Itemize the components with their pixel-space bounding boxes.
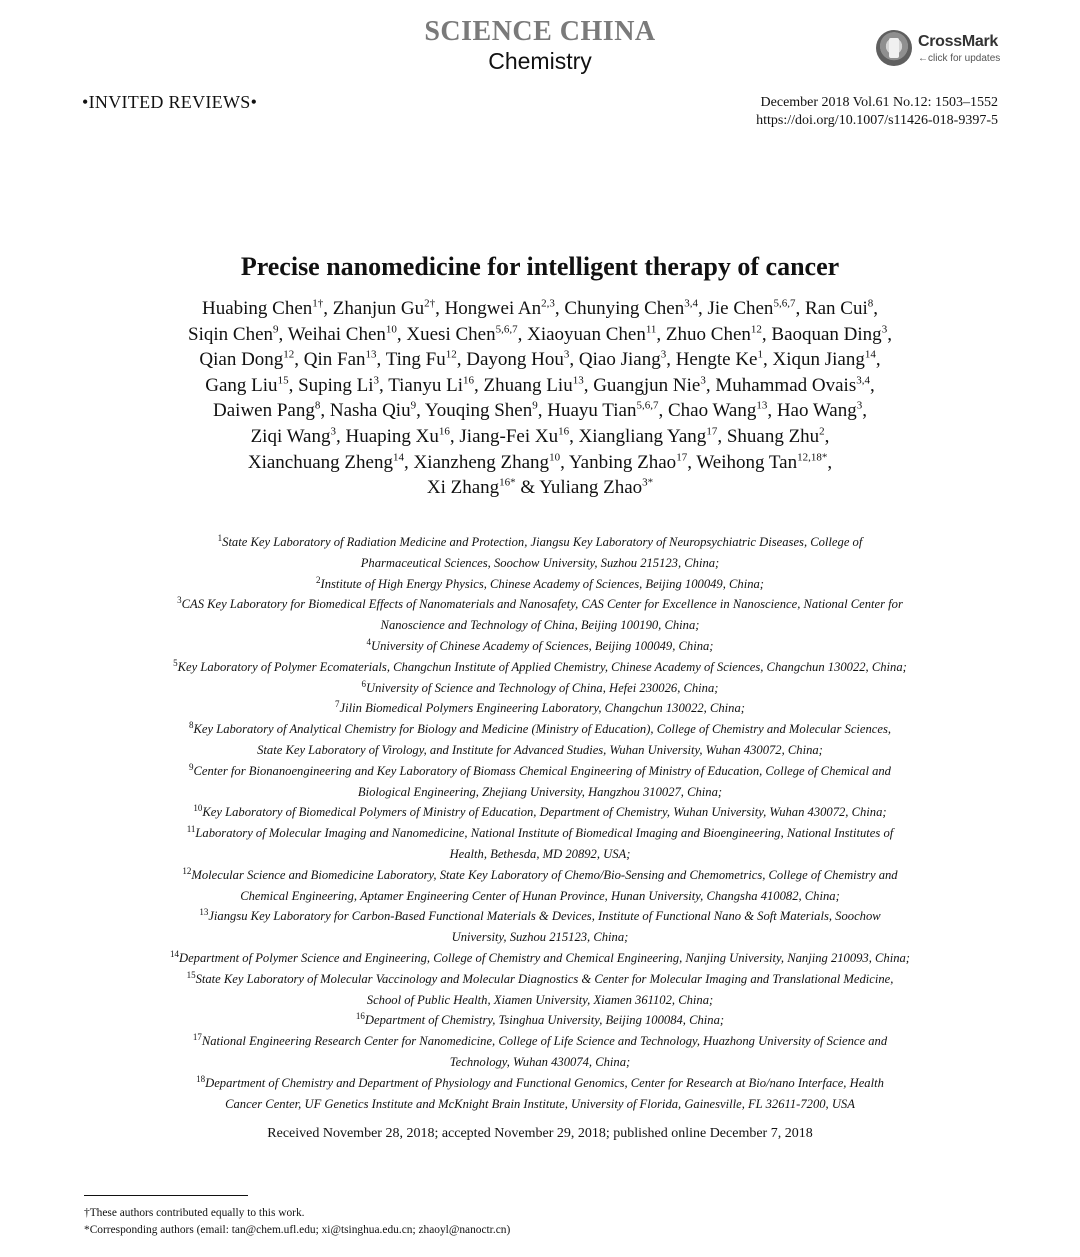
crossmark-badge[interactable] [876, 28, 1016, 72]
affiliation [104, 698, 976, 719]
affiliation-text: Biological Engineering, Zhejiang University, Hangzhou 310027, China; [357, 784, 723, 799]
affiliation-number: 4 [366, 636, 371, 647]
affiliation-line [104, 990, 976, 1011]
author-affiliation-marker: 13 [756, 400, 768, 413]
author [251, 426, 336, 447]
affiliation-text: Nanoscience and Technology of China, Beijing 100190, China; [380, 618, 700, 633]
affiliation-number: 3 [177, 595, 182, 606]
author-affiliation-marker: 3 [856, 400, 863, 413]
affiliation-number: 6 [361, 678, 367, 689]
author [569, 452, 687, 473]
author-affiliation-marker: 14 [864, 348, 876, 361]
affiliation-line [104, 698, 976, 719]
affiliation-line [104, 906, 976, 927]
author-affiliation-marker: 17 [706, 425, 718, 438]
author-name: Yuliang Zhao [539, 477, 643, 499]
author [202, 298, 323, 319]
author-list: Huabing Chen$^{1\dagger}$, Zhanjun $Gu^{2\dagger}$, Hongwei An$^{2,3}$, Chunying Chen$^{3,4}$, Jie Chen$^{5,6,7}$, Ran Cui$^8$, Siqin Chen$^9$, Weihai Chen$^{10}$, Xuesi Chen$^{5,6,7}$, Xiaoyuan Chen$^{11}$, Zhuo Chen$^{12}$, Baoquan Ding$^3$, Qian Dong$^{12}$, Qin Fan$^{13}$, Ting Fu$^{12}$, Dayong Hou$^3$, Qiao Jiang$^3$, Hengte Ke$^1$, Xiqun Jiang$^{14}$, Gang Liu$^{15}$, Suping Li$^3$, Tianyu Li$^{16}$, Zhuang Liu$^{13}$, Guangjun Nie$^3$, Muhammad Ovais$^{3,4}$, Daiwen Pang$^8$, Nasha Qiu$^9$, Youqing Shen$^9$, Huayu Tian$^{5,6,7}$, Chao Wang$^{13}$, Hao Wang$^3$, Ziqi Wang$^3$, Huaping Xu$^{16}$, Jiang-Fei Xu$^{16}$, Xiangliang Yang$^{17}$, Shuang Zhu$^2$, Xianchuang Zheng$^{14}$, Xianzheng Zhang$^{10}$, Yanbing Zhao$^{17}$, Weihong Tan$^{12,18*}$, Xi Zhang$^{16*}$ & Yuliang Zhao$^{3*}$ [188, 297, 892, 499]
affiliation-text: Jiangsu Key Laboratory for Carbon-Based Functional Materials & Devices, Institute of Functional Nano & Soft Materials, Soochow [208, 909, 881, 924]
affiliation-line [104, 1094, 976, 1115]
affiliation-line [104, 761, 976, 782]
author [666, 324, 762, 345]
author [727, 426, 825, 447]
author-affiliation-marker: 12 [283, 348, 295, 361]
author-affiliation-marker: 9 [410, 400, 417, 413]
affiliation-text: Department of Chemistry, Tsinghua University, Beijing 100084, China; [364, 1013, 725, 1028]
affiliation-line [104, 969, 976, 990]
author-name: Chao Wang [667, 400, 757, 422]
corresponding-authors-note: *Corresponding authors (email: tan@chem.ufl.edu; xi@tsinghua.edu.cn; zhaoyl@nanoctr.cn) [84, 1224, 511, 1236]
footnotes [84, 1205, 510, 1239]
author [188, 324, 278, 345]
author [547, 400, 658, 421]
affiliation [104, 802, 976, 823]
author-name: Xuesi Chen [406, 323, 496, 345]
affiliation-line [104, 657, 976, 678]
author-name: Qin Fan [303, 349, 366, 371]
affiliation-line [104, 574, 976, 595]
affiliation-text: Cancer Center, UF Genetics Institute and McKnight Brain Institute, University of Florida, Gainesville, FL 32611-7200, USA [225, 1096, 855, 1111]
author [427, 477, 516, 498]
author [386, 349, 457, 370]
journal-name: SCIENCE CHINA [424, 16, 656, 47]
author-affiliation-marker: 15 [277, 374, 289, 387]
author-affiliation-marker: 5,6,7 [773, 297, 796, 310]
author [676, 349, 763, 370]
issue-info [756, 94, 998, 130]
author-name: Dayong Hou [466, 349, 564, 371]
affiliation-line [104, 948, 976, 969]
affiliation-number: 16 [355, 1011, 365, 1022]
author-affiliation-marker: 16* [499, 476, 516, 489]
affiliation-line [104, 636, 976, 657]
author-name: Muhammad Ovais [715, 374, 857, 396]
affiliation-number: 17 [192, 1031, 202, 1042]
author-name: Xianzheng Zhang [413, 451, 550, 473]
author-name: Jie Chen [707, 298, 774, 319]
affiliation [104, 761, 976, 803]
affiliation-line [104, 782, 976, 803]
author [593, 375, 706, 396]
author-affiliation-marker: 12 [445, 348, 457, 361]
affiliation-text: University of Science and Technology of China, Hefei 230026, China; [366, 680, 719, 695]
author [771, 324, 887, 345]
affiliation-text: Department of Polymer Science and Engineering, College of Chemistry and Chemical Engineering, Nanjing University, Nanjing 210093, China; [178, 950, 911, 965]
author [484, 375, 584, 396]
author [205, 375, 288, 396]
affiliation-number: 8 [188, 719, 194, 730]
author [445, 298, 555, 319]
author-name: Qiao Jiang [578, 349, 661, 371]
affiliation-text: Department of Chemistry and Department of Physiology and Functional Genomics, Center for Research at Bio/nano Interface, Health [205, 1075, 884, 1090]
author-affiliation-marker: 3 [330, 425, 336, 438]
author-name: Tianyu Li [388, 374, 464, 396]
affiliation-line [104, 532, 976, 553]
affiliation-line [104, 740, 976, 761]
affiliation-line [104, 865, 976, 886]
author [539, 477, 653, 498]
author-affiliation-marker: 8 [314, 400, 321, 413]
author-affiliation-marker: 3* [642, 476, 654, 489]
author-name: Qian Dong [199, 349, 284, 371]
section-tag: •INVITED REVIEWS• [82, 92, 258, 112]
affiliation-line [104, 1010, 976, 1031]
author-affiliation-marker: 3 [373, 374, 380, 387]
author [298, 375, 379, 396]
affiliation-line [104, 1073, 976, 1094]
author-name: Xiqun Jiang [772, 349, 865, 371]
journal-section: Chemistry [488, 48, 592, 74]
author-name: Hengte Ke [675, 349, 758, 371]
author-affiliation-marker: 2† [424, 297, 436, 310]
affiliation-text: State Key Laboratory of Virology, and Institute for Advanced Studies, Wuhan University, Wuhan 430072, China; [257, 742, 823, 757]
affiliation-text: Chemical Engineering, Aptamer Engineering Center of Hunan Province, Hunan University, Changsha 410082, China; [240, 888, 840, 903]
affiliation-number: 2 [316, 574, 321, 585]
author-name: Zhuang Liu [483, 374, 573, 396]
author [564, 298, 698, 319]
author-affiliation-marker: 1† [312, 297, 324, 310]
affiliation-number: 5 [173, 657, 178, 668]
affiliation [104, 594, 976, 636]
author-name: Huaping Xu [345, 425, 439, 447]
author-affiliation-marker: 16 [438, 425, 450, 438]
affiliation-line [104, 927, 976, 948]
affiliation [104, 969, 976, 1011]
author-name: Zhanjun Gu [332, 298, 425, 319]
author-affiliation-marker: 17 [676, 451, 688, 464]
affiliation-text: Molecular Science and Biomedicine Laboratory, State Key Laboratory of Chemo/Bio-Sensing and Chemometrics, College of Chemistry and [191, 867, 898, 882]
author [199, 349, 294, 370]
author-affiliation-marker: 1 [757, 348, 763, 361]
author-affiliation-marker: 10 [385, 323, 397, 336]
affiliation-number: 1 [217, 532, 223, 543]
author [777, 400, 862, 421]
footnote-divider [84, 1195, 248, 1196]
author [406, 324, 517, 345]
author-affiliation-marker: 8 [867, 297, 874, 310]
author-name: Hongwei An [444, 298, 542, 319]
affiliation-text: School of Public Health, Xiamen University, Xiamen 361102, China; [366, 992, 714, 1007]
author-name: Ran Cui [804, 298, 868, 319]
affiliation-number: 7 [335, 699, 340, 710]
issue-line: December 2018 Vol.61 No.12: 1503–1552 [760, 95, 998, 110]
author-affiliation-marker: 5,6,7 [495, 323, 518, 336]
author [330, 400, 416, 421]
affiliation-number: 18 [196, 1073, 206, 1084]
author-name: Xi Zhang [426, 477, 500, 499]
affiliation [104, 1031, 976, 1073]
author-name: Jiang-Fei Xu [459, 425, 559, 447]
affiliation [104, 823, 976, 865]
author [579, 349, 666, 370]
author [805, 298, 873, 319]
affiliation [104, 657, 976, 678]
author [668, 400, 767, 421]
author-name: Baoquan Ding [771, 323, 882, 345]
author-name: Xianchuang Zheng [247, 451, 393, 473]
affiliation-text: Technology, Wuhan 430074, China; [449, 1054, 631, 1069]
affiliation-text: Health, Bethesda, MD 20892, USA; [449, 846, 631, 861]
author [527, 324, 656, 345]
affiliation [104, 574, 976, 595]
author-name: Shuang Zhu [726, 425, 820, 447]
affiliation-text: Pharmaceutical Sciences, Soochow University, Suzhou 215123, China; [360, 555, 720, 570]
author [696, 452, 827, 473]
author [288, 324, 397, 345]
author-affiliation-marker: 16 [463, 374, 475, 387]
author-name: Youqing Shen [424, 400, 533, 422]
affiliation-number: 10 [193, 803, 203, 814]
author-affiliation-marker: 11 [645, 323, 657, 336]
author-name: Xiangliang Yang [578, 425, 707, 447]
affiliation-line [104, 823, 976, 844]
author [579, 426, 718, 447]
paper-title: Precise nanomedicine for intelligent therapy of cancer [240, 252, 840, 281]
crossmark-subtitle: ←click for updates [918, 53, 1001, 64]
author [213, 400, 320, 421]
affiliation-number: 9 [189, 761, 194, 772]
author [425, 400, 538, 421]
author-name: Nasha Qiu [329, 400, 411, 422]
author-name: Guangjun Nie [593, 374, 701, 396]
affiliation-text: Key Laboratory of Polymer Ecomaterials, Changchun Institute of Applied Chemistry, Chinese Academy of Sciences, Changchun 130022, China; [177, 659, 907, 674]
author-affiliation-marker: 5,6,7 [636, 400, 659, 413]
affiliation-line [104, 594, 976, 615]
author [715, 375, 870, 396]
affiliation-line [104, 802, 976, 823]
author [413, 452, 560, 473]
crossmark-icon [876, 30, 912, 66]
author-name: Daiwen Pang [213, 400, 315, 422]
author-name: Ziqi Wang [250, 425, 331, 447]
author-affiliation-marker: 3,4 [684, 297, 698, 310]
author-affiliation-marker: 9 [273, 323, 279, 336]
author-name: Gang Liu [205, 374, 278, 396]
affiliation-line [104, 1052, 976, 1073]
affiliation-line [104, 719, 976, 740]
affiliation-number: 11 [186, 823, 196, 834]
author-name: Hao Wang [776, 400, 857, 422]
author-affiliation-marker: 16 [558, 425, 570, 438]
author [345, 426, 449, 447]
affiliation-text: Key Laboratory of Analytical Chemistry for Biology and Medicine (Ministry of Education), College of Chemistry and Molecular Sciences, [193, 722, 892, 737]
affiliation [104, 636, 976, 657]
author-affiliation-marker: 9 [532, 400, 538, 413]
author-affiliation-marker: 10 [549, 451, 561, 464]
author-affiliation-marker: 13 [365, 348, 377, 361]
author-name: Huayu Tian [547, 400, 637, 422]
author [248, 452, 404, 473]
affiliation-line [104, 886, 976, 907]
author-affiliation-marker: 12,18* [797, 451, 828, 464]
affiliation-text: State Key Laboratory of Molecular Vaccinology and Molecular Diagnostics & Center for Molecular Imaging and Translational Medicine, [195, 971, 894, 986]
affiliation-number: 13 [199, 907, 209, 918]
author-name: Weihai Chen [287, 323, 386, 345]
author-name: Weihong Tan [696, 451, 798, 473]
author-name: Huabing Chen [201, 298, 313, 319]
crossmark-title: CrossMark [918, 33, 999, 50]
author [772, 349, 875, 370]
affiliation [104, 865, 976, 907]
affiliation-number: 15 [186, 969, 196, 980]
affiliation-text: CAS Key Laboratory for Biomedical Effects of Nanomaterials and Nanosafety, CAS Center for Excellence in Nanoscience, National Center for [181, 597, 903, 612]
author [459, 426, 569, 447]
author-affiliation-marker: 3 [563, 348, 570, 361]
author-affiliation-marker: 3 [660, 348, 667, 361]
author-name: Ting Fu [385, 349, 446, 371]
author-affiliation-marker: 3,4 [856, 374, 870, 387]
affiliation-line [104, 1031, 976, 1052]
doi-link[interactable]: https://doi.org/10.1007/s11426-018-9397-5 [756, 113, 998, 128]
equal-contribution-note: †These authors contributed equally to this work. [84, 1207, 305, 1219]
author [707, 298, 795, 319]
affiliation [104, 532, 976, 574]
affiliation-line [104, 844, 976, 865]
author [466, 349, 569, 370]
affiliation [104, 678, 976, 699]
affiliation-text: University, Suzhou 215123, China; [451, 930, 629, 945]
affiliation-list [104, 532, 976, 1114]
author-name: Siqin Chen [188, 323, 274, 345]
received-dates: Received November 28, 2018; accepted November 29, 2018; published online December 7, 2018 [267, 1126, 813, 1141]
author-name: Yanbing Zhao [568, 451, 677, 473]
affiliation-text: Key Laboratory of Biomedical Polymers of Ministry of Education, Department of Chemistry, Wuhan University, Wuhan 430072, China; [202, 805, 887, 820]
author-affiliation-marker: 3 [700, 374, 706, 387]
author-affiliation-marker: 2 [819, 425, 825, 438]
affiliation-line [104, 678, 976, 699]
affiliation-line [104, 615, 976, 636]
author-affiliation-marker: 3 [881, 323, 888, 336]
author-name: Zhuo Chen [665, 323, 751, 345]
author-affiliation-marker: 14 [392, 451, 404, 464]
author-name: Chunying Chen [564, 298, 685, 319]
author-affiliation-marker: 2,3 [541, 297, 555, 310]
affiliation [104, 948, 976, 969]
affiliation-number: 14 [169, 948, 179, 959]
affiliation-text: Center for Bionanoengineering and Key Laboratory of Biomass Chemical Engineering of Ministry of Education, College of Chemical and [193, 763, 891, 778]
affiliation [104, 719, 976, 761]
affiliation-text: Jilin Biomedical Polymers Engineering Laboratory, Changchun 130022, China; [339, 701, 745, 716]
author-affiliation-marker: 12 [750, 323, 762, 336]
affiliation-text: Laboratory of Molecular Imaging and Nanomedicine, National Institute of Biomedical Imaging and Bioengineering, National Institutes of [195, 826, 894, 841]
author [333, 298, 435, 319]
affiliation [104, 906, 976, 948]
affiliation [104, 1073, 976, 1115]
author [304, 349, 377, 370]
affiliation-text: Institute of High Energy Physics, Chinese Academy of Sciences, Beijing 100049, China; [320, 576, 764, 591]
affiliation-text: University of Chinese Academy of Sciences, Beijing 100049, China; [370, 638, 714, 653]
author-affiliation-marker: 13 [572, 374, 584, 387]
affiliation [104, 1010, 976, 1031]
affiliation-number: 12 [182, 865, 192, 876]
author-name: Xiaoyuan Chen [527, 323, 646, 345]
affiliation-line [104, 553, 976, 574]
author [388, 375, 474, 396]
author-name: Suping Li [298, 374, 374, 396]
affiliation-text: State Key Laboratory of Radiation Medicine and Protection, Jiangsu Key Laboratory of Neuropsychiatric Diseases, College of [222, 535, 863, 549]
affiliation-text: National Engineering Research Center for Nanomedicine, College of Life Science and Technology, Huazhong University of Science and [201, 1034, 888, 1049]
